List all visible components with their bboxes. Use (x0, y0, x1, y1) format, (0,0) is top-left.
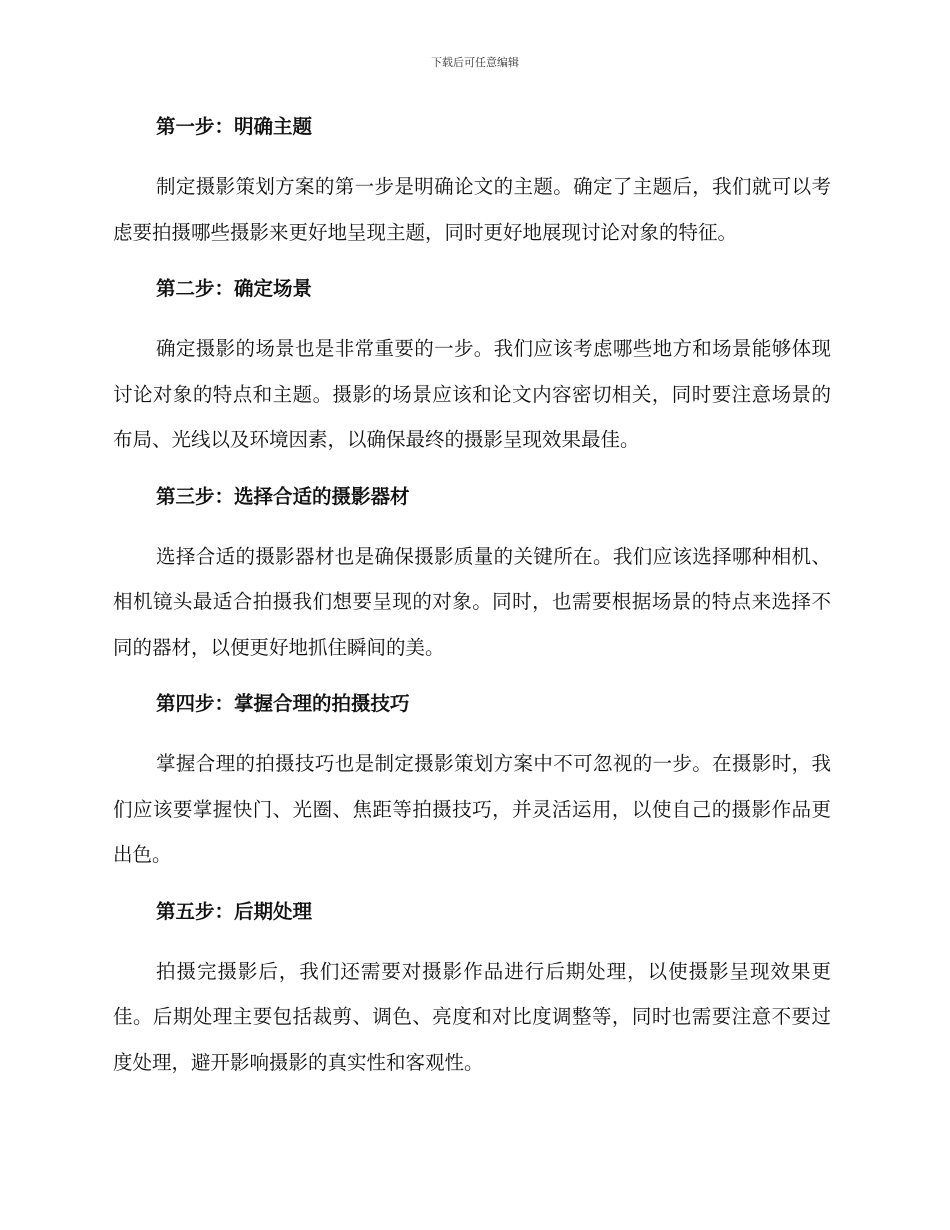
section-step-2 (113, 272, 831, 463)
section-heading: 第五步：后期处理 (156, 899, 313, 923)
section-step-5 (113, 895, 831, 1086)
section-heading: 第四步：掌握合理的拍摄技巧 (156, 692, 410, 715)
section-heading: 第二步：确定场景 (156, 277, 313, 300)
page-header-note: 下载后可任意编辑 (431, 56, 519, 69)
section-heading: 第三步：选择合适的摄影器材 (156, 484, 410, 508)
section-paragraph: 拍摄完摄影后，我们还需要对摄影作品进行后期处理，以使摄影呈现效果更佳。后期处理主要包括裁剪、调色、亮度和对比度调整等，同时也需要注意不要过度处理，避开影响摄影的真实性和客观性。 (113, 959, 831, 1074)
section-paragraph: 掌握合理的拍摄技巧也是制定摄影策划方案中不可忽视的一步。在摄影时，我们应该要掌握快门、光圈、焦距等拍摄技巧，并灵活运用，以使自己的摄影作品更出色。 (113, 752, 831, 866)
document-body (113, 110, 831, 1102)
section-heading: 第一步：明确主题 (156, 115, 313, 138)
section-step-1 (113, 110, 831, 255)
section-paragraph: 制定摄影策划方案的第一步是明确论文的主题。确定了主题后，我们就可以考虑要拍摄哪些摄影来更好地呈现主题，同时更好地展现讨论对象的特征。 (113, 175, 831, 244)
section-paragraph: 确定摄影的场景也是非常重要的一步。我们应该考虑哪些地方和场景能够体现讨论对象的特点和主题。摄影的场景应该和论文内容密切相关，同时要注意场景的布局、光线以及环境因素，以确保最终的摄影呈现效果最佳。 (113, 337, 831, 451)
section-step-4 (113, 687, 831, 878)
section-step-3 (113, 480, 831, 671)
section-paragraph: 选择合适的摄影器材也是确保摄影质量的关键所在。我们应该选择哪种相机、相机镜头最适合拍摄我们想要呈现的对象。同时，也需要根据场景的特点来选择不同的器材，以便更好地抓住瞬间的美。 (113, 544, 831, 659)
